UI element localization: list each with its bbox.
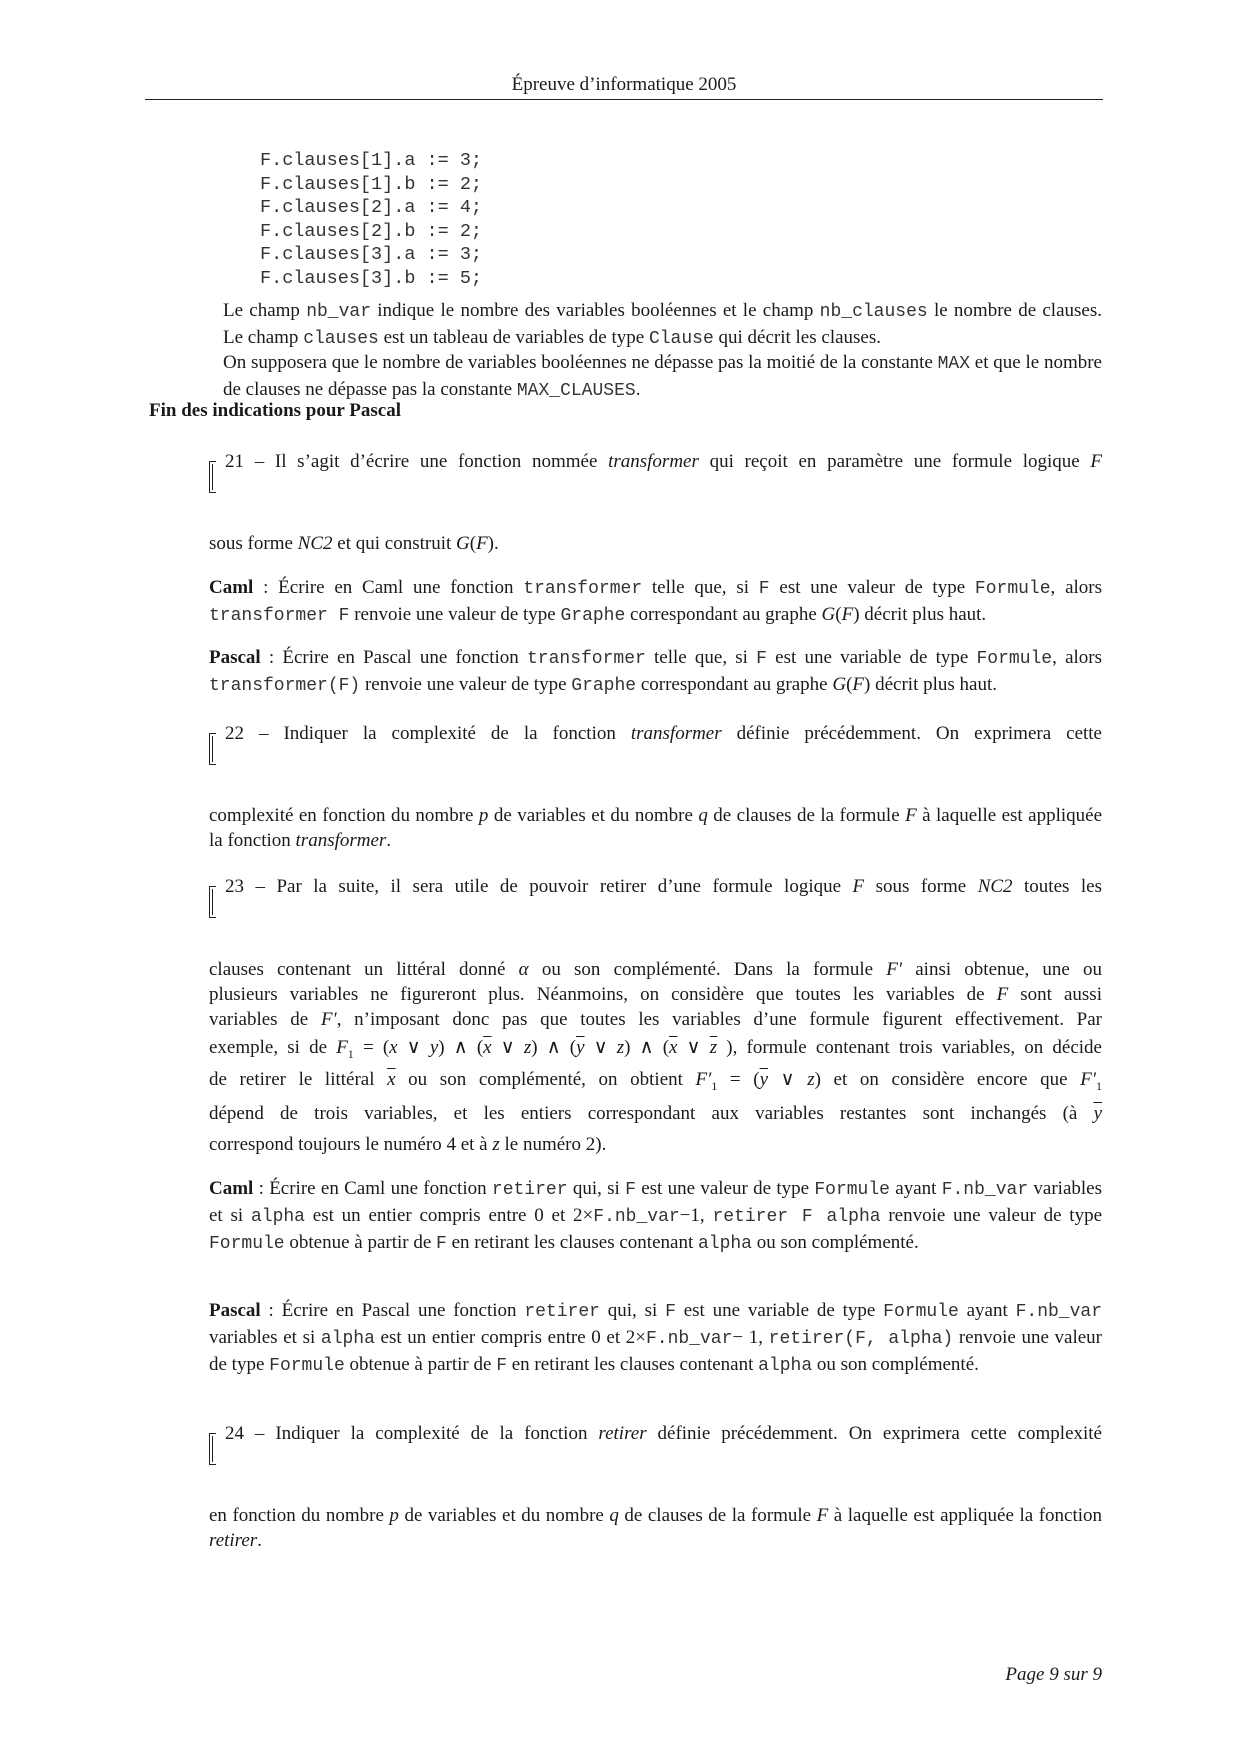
question-23-caml: Caml : Écrire en Caml une fonction retirer qui, si F est une valeur de type Formule ayant F.nb_var variables et si alpha est un entier compris entre 0 et 2×F.nb_var−1, retirer F alpha renvoie une valeur de type Formule obtenue à partir de F en retirant les clauses contenant alpha ou son complémenté. bbox=[209, 1178, 1103, 1254]
question-21-pascal: Pascal : Écrire en Pascal une fonction transformer telle que, si F est une variable de type Formule, alors transformer(F) renvoie une valeur de type Graphe correspondant au graphe G(F) décrit plus haut. bbox=[209, 647, 1103, 696]
page-number: Page 9 sur 9 bbox=[1005, 1664, 1102, 1685]
question-21-caml: Caml : Écrire en Caml une fonction transformer telle que, si F est une valeur de type Formule, alors transformer F renvoie une valeur de type Graphe correspondant au graphe G(F) décrit plus haut. bbox=[209, 577, 1103, 626]
question-23-pascal: Pascal : Écrire en Pascal une fonction retirer qui, si F est une variable de type Formule ayant F.nb_var variables et si alpha est un entier compris entre 0 et 2×F.nb_var− 1, retirer(F, alpha) renvoie une valeur de type Formule obtenue à partir de F en retirant les clauses contenant alpha ou son complémenté. bbox=[209, 1300, 1103, 1376]
question-23-line-3: variables de F′, n’imposant donc pas que toutes les variables d’une formule figurent effectivement. Par bbox=[209, 1009, 1102, 1030]
question-23-line-7: correspond toujours le numéro 4 et à z le numéro 2). bbox=[209, 1134, 607, 1155]
question-23-line-5: de retirer le littéral $\overline{x}$ ou son complémenté, on obtient $F'_1 = (\overline{y}$ ∨ z) et on considère encore que $F'_1$ bbox=[209, 1069, 1102, 1093]
code-line: F.clauses[3].b := 5; bbox=[260, 267, 483, 289]
code-line: F.clauses[3].a := 3; bbox=[260, 244, 483, 265]
question-23-line-2: plusieurs variables ne figureront plus. Néanmoins, on considère que toutes les variables de F sont aussi bbox=[209, 984, 1102, 1005]
code-line: F.clauses[2].b := 2; bbox=[260, 220, 483, 242]
question-bracket-icon bbox=[209, 886, 216, 918]
question-23-line-6: dépend de trois variables, et les entiers correspondant aux variables restantes sont inchangés (à $\overline{y}$ bbox=[209, 1103, 1102, 1124]
question-21-continuation: sous forme NC2 et qui construit G(F). bbox=[209, 533, 499, 554]
question-bracket-icon bbox=[209, 1433, 216, 1465]
intro-paragraph-1: Le champ nb_var indique le nombre des variables booléennes et le champ nb_clauses le nombre de clauses. Le champ clauses est un tableau de variables de type Clause qui décrit les clauses. bbox=[223, 300, 1102, 349]
end-pascal-heading: Fin des indications pour Pascal bbox=[149, 400, 401, 421]
code-line: F.clauses[1].b := 2; bbox=[260, 173, 483, 195]
intro-paragraph-2: On supposera que le nombre de variables booléennes ne dépasse pas la moitié de la constante MAX et que le nombre de clauses ne dépasse pas la constante MAX_CLAUSES. bbox=[223, 352, 1102, 401]
question-bracket-icon bbox=[209, 461, 216, 493]
code-line: F.clauses[1].a := 3; bbox=[260, 150, 483, 171]
question-bracket-icon bbox=[209, 733, 216, 765]
question-23-line-1: clauses contenant un littéral donné α ou son complémenté. Dans la formule F′ ainsi obtenue, une ou bbox=[209, 959, 1102, 980]
code-line: F.clauses[2].a := 4; bbox=[260, 197, 483, 218]
question-23-line-4: exemple, si de $F_1 = (x$ ∨ y) ∧ ($\overline{x}$ ∨ z) ∧ ($\overline{y}$ ∨ z) ∧ ($\overline{x}$ ∨ $\overline{z}$ ), formule contenant trois variables, on décide bbox=[209, 1037, 1102, 1061]
page-header: Épreuve d’informatique 2005 bbox=[511, 74, 737, 95]
question-22-continuation: complexité en fonction du nombre p de variables et du nombre q de clauses de la formule F à laquelle est appliquée la fonction transformer. bbox=[209, 805, 1102, 851]
question-24-continuation: en fonction du nombre p de variables et du nombre q de clauses de la formule F à laquelle est appliquée la fonction retirer. bbox=[209, 1505, 1103, 1551]
header-rule bbox=[145, 99, 1103, 100]
code-block bbox=[260, 149, 482, 290]
